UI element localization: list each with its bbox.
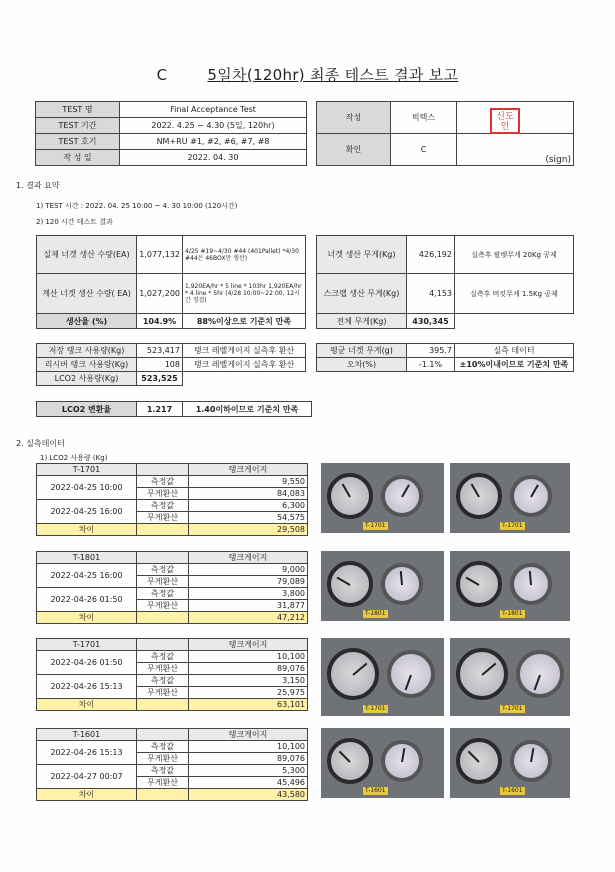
convert-value: 84,083 xyxy=(189,488,308,500)
gauge-needle xyxy=(405,675,412,691)
section2-subheading: 1) LCO2 사용량 (Kg) xyxy=(40,454,108,462)
company-seal xyxy=(490,108,520,134)
row-value: 1,027,200 xyxy=(137,274,183,314)
gauge-needle xyxy=(534,675,541,691)
diff-value: 63,101 xyxy=(189,699,308,711)
level-gauge xyxy=(510,475,552,517)
level-gauge xyxy=(387,650,435,698)
blank-cell xyxy=(137,552,189,564)
diff-label: 차이 xyxy=(37,612,137,624)
sign-label: (sign) xyxy=(457,134,574,166)
convert-value: 45,496 xyxy=(189,777,308,789)
nugget-weight-table xyxy=(316,343,574,372)
level-gauge xyxy=(510,740,552,782)
author-value: 빅텍스 xyxy=(391,102,457,134)
gauge-needle xyxy=(400,571,403,585)
row-note: 88%이상으로 기준치 만족 xyxy=(183,314,306,329)
gauge-photo xyxy=(321,638,444,716)
info-table xyxy=(35,101,307,166)
gauge-photo xyxy=(321,551,444,621)
convert-label: 무게환산 xyxy=(137,488,189,500)
tank-name: T-1601 xyxy=(37,729,137,741)
convert-value: 25,975 xyxy=(189,687,308,699)
row-note: 실측후 팔렛무게 20Kg 공제 xyxy=(455,236,574,274)
info-value: NM+RU #1, #2, #6, #7, #8 xyxy=(120,134,307,150)
gauge-needle xyxy=(471,483,480,497)
blank-cell xyxy=(137,729,189,741)
measure-label: 측정값 xyxy=(137,476,189,488)
convert-label: 무게환산 xyxy=(137,600,189,612)
blank-cell xyxy=(137,524,189,536)
convert-label: 무게환산 xyxy=(137,512,189,524)
blank-cell xyxy=(137,612,189,624)
blank-cell xyxy=(137,639,189,651)
convert-label: 무게환산 xyxy=(137,777,189,789)
row-label: 스크랩 생산 무게(Kg) xyxy=(317,274,407,314)
gauge-header: 탱크게이지 xyxy=(189,729,308,741)
row-label: 리시버 탱크 사용량(Kg) xyxy=(37,358,137,372)
tank-plate-label: T-1701 xyxy=(365,705,386,712)
empty-cell xyxy=(183,372,306,386)
tank-name: T-1701 xyxy=(37,464,137,476)
gauge-header: 탱크게이지 xyxy=(189,552,308,564)
row-value: 523,525 xyxy=(137,372,183,386)
row-value: 1,077,132 xyxy=(137,236,183,274)
production-table xyxy=(36,235,306,329)
level-gauge xyxy=(516,650,564,698)
convert-value: 31,877 xyxy=(189,600,308,612)
blank-cell xyxy=(137,699,189,711)
row-label: 실제 너겟 생산 수량(EA) xyxy=(37,236,137,274)
measure-label: 측정값 xyxy=(137,741,189,753)
section1-heading: 1. 결과 요약 xyxy=(16,181,60,190)
ratio-note: 1.40이하이므로 기준치 만족 xyxy=(183,402,312,417)
pressure-gauge xyxy=(327,648,379,700)
measurement-table xyxy=(36,551,308,624)
gauge-needle xyxy=(339,751,351,763)
measure-value: 6,300 xyxy=(189,500,308,512)
tank-plate-label: T-1701 xyxy=(502,522,523,529)
diff-label: 차이 xyxy=(37,524,137,536)
row-value: 523,417 xyxy=(137,344,183,358)
measure-label: 측정값 xyxy=(137,588,189,600)
row-value: -1.1% xyxy=(407,358,455,372)
author-label: 작성 xyxy=(317,102,391,134)
row-note: 1,920EA/hr * 5 line * 103hr 1,920EA/hr * 4 line * 5hr (4/28 10:00~22:00, 12시간 정검) xyxy=(183,274,306,314)
measure-value: 9,000 xyxy=(189,564,308,576)
gauge-needle xyxy=(481,663,496,676)
time-start: 2022-04-26 15:13 xyxy=(37,741,137,765)
info-label: TEST 명 xyxy=(36,102,120,118)
convert-value: 89,076 xyxy=(189,663,308,675)
gauge-needle xyxy=(342,483,351,497)
seal-text: 신도인 xyxy=(496,112,514,132)
measure-value: 3,150 xyxy=(189,675,308,687)
gauge-needle xyxy=(468,751,480,763)
gauge-needle xyxy=(465,577,479,586)
pressure-gauge xyxy=(456,561,502,607)
measurement-table xyxy=(36,728,308,801)
measure-label: 측정값 xyxy=(137,500,189,512)
convert-label: 무게환산 xyxy=(137,576,189,588)
info-value: 2022. 04. 30 xyxy=(120,150,307,166)
row-value: 4,153 xyxy=(407,274,455,314)
diff-value: 43,580 xyxy=(189,789,308,801)
section2-heading: 2. 실측데이터 xyxy=(16,439,65,448)
row-label: 전체 무게(Kg) xyxy=(317,314,407,329)
row-label: 오차(%) xyxy=(317,358,407,372)
gauge-needle xyxy=(401,748,405,762)
confirm-label: 확인 xyxy=(317,134,391,166)
measure-value: 9,550 xyxy=(189,476,308,488)
tank-name: T-1801 xyxy=(37,552,137,564)
tank-usage-table xyxy=(36,343,306,386)
weight-production-table xyxy=(316,235,574,329)
convert-value: 89,076 xyxy=(189,753,308,765)
row-label: 계산 너겟 생산 수량( EA) xyxy=(37,274,137,314)
measure-label: 측정값 xyxy=(137,651,189,663)
report-title xyxy=(0,64,615,85)
time-end: 2022-04-27 00:07 xyxy=(37,765,137,789)
time-end: 2022-04-26 15:13 xyxy=(37,675,137,699)
row-value: 426,192 xyxy=(407,236,455,274)
ratio-value: 1.217 xyxy=(137,402,183,417)
diff-label: 차이 xyxy=(37,789,137,801)
row-label: 저장 탱크 사용량(Kg) xyxy=(37,344,137,358)
info-label: 작 성 일 xyxy=(36,150,120,166)
gauge-photo xyxy=(450,551,570,621)
row-note: 4/25 #19~4/30 #44 (401Pallet) *4/30 #44은 46BOX만 생산) xyxy=(183,236,306,274)
gauge-needle xyxy=(352,663,367,676)
row-value: 395.7 xyxy=(407,344,455,358)
convert-label: 무게환산 xyxy=(137,687,189,699)
time-start: 2022-04-25 10:00 xyxy=(37,476,137,500)
convert-value: 79,089 xyxy=(189,576,308,588)
level-gauge xyxy=(381,740,423,782)
confirm-value: C xyxy=(391,134,457,166)
sign-table xyxy=(316,101,574,166)
pressure-gauge xyxy=(327,473,373,519)
gauge-photo xyxy=(321,463,444,533)
gauge-photo xyxy=(321,728,444,798)
gauge-needle xyxy=(401,485,410,498)
tank-name: T-1701 xyxy=(37,639,137,651)
row-note: 탱크 레벨게이지 실측후 환산 xyxy=(183,344,306,358)
empty-cell xyxy=(455,314,574,329)
gauge-needle xyxy=(530,485,539,498)
diff-value: 29,508 xyxy=(189,524,308,536)
tank-plate-label: T-1601 xyxy=(502,787,523,794)
convert-value: 54,575 xyxy=(189,512,308,524)
gauge-header: 탱크게이지 xyxy=(189,464,308,476)
info-value: 2022. 4.25 ~ 4.30 (5일, 120hr) xyxy=(120,118,307,134)
conversion-table xyxy=(36,401,312,417)
tank-plate-label: T-1801 xyxy=(365,610,386,617)
convert-label: 무게환산 xyxy=(137,663,189,675)
title-text: 5일차(120hr) 최종 테스트 결과 보고 xyxy=(207,66,459,84)
gauge-needle xyxy=(529,571,532,585)
row-note: 실측 데이터 xyxy=(455,344,574,358)
row-note: 탱크 레벨게이지 실측후 환산 xyxy=(183,358,306,372)
gauge-photo xyxy=(450,463,570,533)
info-value: Final Acceptance Test xyxy=(120,102,307,118)
level-gauge xyxy=(381,475,423,517)
level-gauge xyxy=(381,563,423,605)
row-label: 생산율 (%) xyxy=(37,314,137,329)
gauge-photo xyxy=(450,728,570,798)
blank-cell xyxy=(137,789,189,801)
measure-label: 측정값 xyxy=(137,564,189,576)
row-label: 너겟 생산 무게(Kg) xyxy=(317,236,407,274)
measure-value: 5,300 xyxy=(189,765,308,777)
row-value: 108 xyxy=(137,358,183,372)
measure-label: 측정값 xyxy=(137,675,189,687)
gauge-photo xyxy=(450,638,570,716)
measure-value: 10,100 xyxy=(189,741,308,753)
measurement-table xyxy=(36,463,308,536)
time-end: 2022-04-26 01:50 xyxy=(37,588,137,612)
tank-plate-label: T-1701 xyxy=(502,705,523,712)
info-label: TEST 호기 xyxy=(36,134,120,150)
pressure-gauge xyxy=(456,473,502,519)
convert-label: 무게환산 xyxy=(137,753,189,765)
row-note: ±10%이내이므로 기준치 만족 xyxy=(455,358,574,372)
measure-value: 10,100 xyxy=(189,651,308,663)
test-time-line: 1) TEST 시간 : 2022. 04. 25 10:00 ~ 4. 30 10:00 (120시간) xyxy=(36,202,238,210)
tank-plate-label: T-1701 xyxy=(365,522,386,529)
diff-label: 차이 xyxy=(37,699,137,711)
blank-cell xyxy=(137,464,189,476)
title-prefix: C xyxy=(156,66,168,84)
time-start: 2022-04-25 16:00 xyxy=(37,564,137,588)
measure-label: 측정값 xyxy=(137,765,189,777)
row-label: 평균 너겟 무게(g) xyxy=(317,344,407,358)
pressure-gauge xyxy=(327,738,373,784)
diff-value: 47,212 xyxy=(189,612,308,624)
measure-value: 3,800 xyxy=(189,588,308,600)
time-start: 2022-04-26 01:50 xyxy=(37,651,137,675)
gauge-needle xyxy=(530,748,534,762)
row-value: 104.9% xyxy=(137,314,183,329)
pressure-gauge xyxy=(456,648,508,700)
gauge-needle xyxy=(336,577,350,586)
pressure-gauge xyxy=(456,738,502,784)
test-result-subheading: 2) 120 시간 테스트 결과 xyxy=(36,218,113,226)
pressure-gauge xyxy=(327,561,373,607)
row-value: 430,345 xyxy=(407,314,455,329)
time-end: 2022-04-25 16:00 xyxy=(37,500,137,524)
level-gauge xyxy=(510,563,552,605)
row-label: LCO2 사용량(Kg) xyxy=(37,372,137,386)
ratio-label: LCO2 변환율 xyxy=(37,402,137,417)
row-note: 실측후 버킷무게 1.5Kg 공제 xyxy=(455,274,574,314)
measurement-table xyxy=(36,638,308,711)
info-label: TEST 기간 xyxy=(36,118,120,134)
gauge-header: 탱크게이지 xyxy=(189,639,308,651)
tank-plate-label: T-1801 xyxy=(502,610,523,617)
tank-plate-label: T-1601 xyxy=(365,787,386,794)
